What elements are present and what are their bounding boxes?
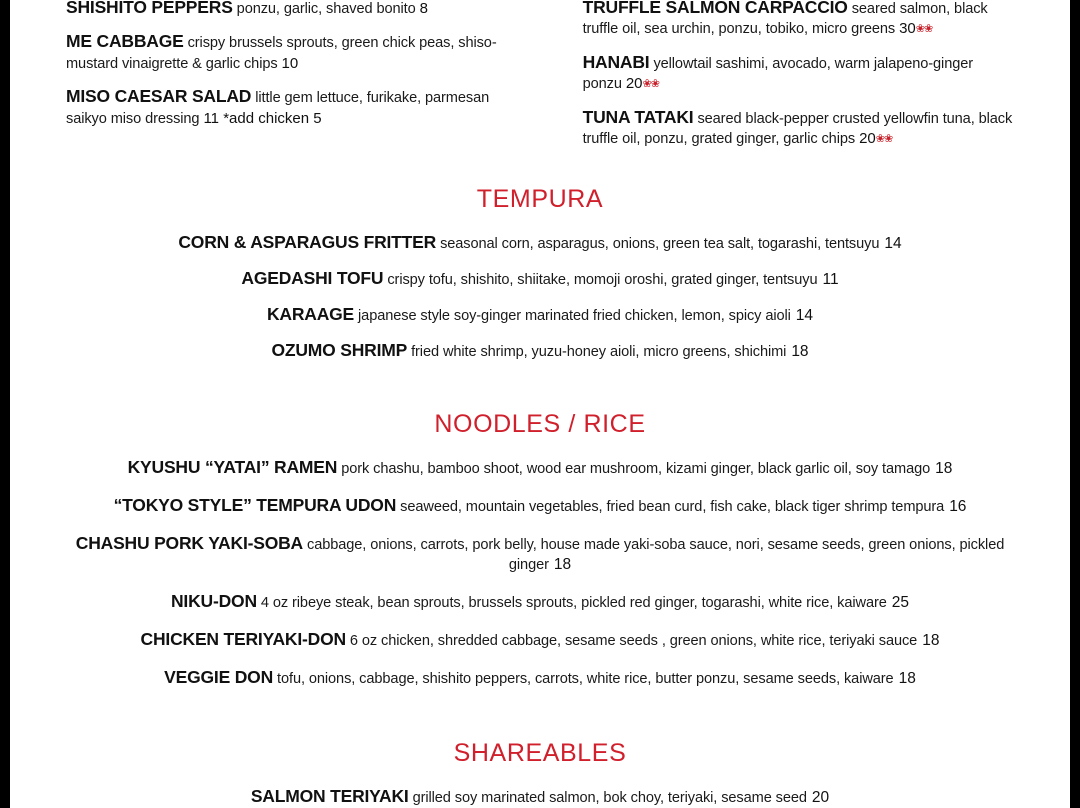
item-description: little gem lettuce, furikake, parmesan saikyo miso dressing [66, 90, 490, 127]
item-name: KARAAGE [266, 303, 355, 324]
item-name: “TOKYO STYLE” TEMPURA UDON [113, 494, 397, 515]
item-description: pork chashu, bamboo shoot, wood ear mushroom, kizami ginger, black garlic oil, soy tamago [341, 460, 931, 477]
item-price: 14 [795, 306, 814, 324]
item-name: CHICKEN TERIYAKI-DON [140, 628, 346, 649]
section-items-shareables [10, 786, 1070, 808]
menu-item [10, 629, 1070, 651]
menu-item [10, 533, 1070, 575]
item-description: crispy tofu, shishito, shiitake, momoji oroshi, grated ginger, tentsuyu [387, 271, 818, 288]
item-description: yellowtail sashimi, avocado, warm jalapeno-ginger ponzu [582, 55, 973, 93]
item-description: tofu, onions, cabbage, shishito peppers, carrots, white rice, butter ponzu, sesame seeds, kaiware [277, 670, 894, 687]
menu-item [583, 51, 1014, 95]
item-name: ME CABBAGE [66, 31, 184, 52]
menu-item [10, 232, 1070, 254]
menu-item [10, 457, 1070, 479]
menu-item [66, 85, 527, 129]
right-column [553, 0, 1014, 161]
menu-item [66, 30, 527, 74]
menu-item [10, 304, 1070, 326]
item-price: 25 [891, 593, 910, 611]
item-description: cabbage, onions, carrots, pork belly, house made yaki-soba sauce, nori, sesame seeds, green onions, pickled ginger [307, 536, 1005, 573]
item-name: MISO CAESAR SALAD [66, 86, 252, 107]
menu-item [10, 495, 1070, 517]
item-price: 18 [935, 459, 953, 477]
item-name: CHASHU PORK YAKI-SOBA [75, 532, 303, 553]
item-price: 11 [822, 270, 839, 288]
section-items-tempura [10, 232, 1070, 362]
item-description: seasonal corn, asparagus, onions, green tea salt, togarashi, tentsuyu [440, 235, 880, 252]
item-price: 20 [625, 75, 643, 93]
item-price: 8 [419, 0, 428, 17]
item-price: 18 [922, 631, 940, 649]
item-description: seared salmon, black truffle oil, sea urchin, ponzu, tobiko, micro greens [582, 1, 988, 38]
item-name: HANABI [582, 51, 650, 72]
section-title-shareables: SHAREABLES [453, 738, 627, 767]
item-price: 18 [898, 669, 916, 687]
section-title-noodles-rice: NOODLES / RICE [434, 409, 646, 438]
menu-item [10, 591, 1070, 613]
menu-content [10, 0, 1070, 808]
item-name: CORN & ASPARAGUS FRITTER [178, 231, 437, 252]
item-name: SHISHITO PEPPERS [66, 0, 233, 17]
item-price: 14 [884, 234, 902, 252]
item-price: 16 [949, 497, 967, 515]
item-name: KYUSHU “YATAI” RAMEN [127, 456, 338, 477]
item-price: 11 *add chicken 5 [203, 109, 322, 127]
item-description: seared black-pepper crusted yellowfin tuna, black truffle oil, ponzu, grated ginger, garlic chips [582, 110, 1013, 148]
item-description: fried white shrimp, yuzu-honey aioli, micro greens, shichimi [411, 343, 787, 360]
item-name: TUNA TATAKI [582, 106, 694, 127]
item-price: 18 [553, 555, 572, 573]
item-name: OZUMO SHRIMP [271, 339, 408, 360]
item-description: 6 oz chicken, shredded cabbage, sesame seeds , green onions, white rice, teriyaki sauce [349, 632, 918, 649]
spicy-icon: ❀❀ [915, 23, 933, 36]
item-name: AGEDASHI TOFU [241, 267, 384, 288]
item-description: 4 oz ribeye steak, bean sprouts, brussels sprouts, pickled red ginger, togarashi, white rice, kaiware [260, 594, 887, 611]
item-price: 20 [859, 130, 876, 148]
item-name: SALMON TERIYAKI [250, 785, 409, 806]
top-two-column-section [10, 0, 1070, 161]
menu-item [10, 340, 1070, 362]
item-price: 20 [811, 788, 830, 806]
item-description: crispy brussels sprouts, green chick peas, shiso-mustard vinaigrette & garlic chips [66, 35, 497, 72]
menu-item [583, 0, 1014, 40]
item-description: ponzu, garlic, shaved bonito [236, 1, 416, 17]
section-items-noodles-rice [10, 457, 1070, 689]
item-price: 10 [281, 54, 299, 72]
item-name: NIKU-DON [170, 590, 257, 611]
item-description: grilled soy marinated salmon, bok choy, teriyaki, sesame seed [412, 789, 807, 806]
item-name: TRUFFLE SALMON CARPACCIO [582, 0, 848, 17]
menu-item [10, 667, 1070, 689]
spicy-icon: ❀❀ [642, 78, 659, 91]
menu-item [66, 0, 527, 19]
section-title-tempura: TEMPURA [476, 184, 604, 213]
item-description: japanese style soy-ginger marinated fried chicken, lemon, spicy aioli [358, 307, 791, 324]
left-column [66, 0, 527, 161]
menu-item [10, 268, 1070, 290]
item-price: 30 [899, 20, 916, 38]
menu-page [10, 0, 1070, 808]
item-description: seaweed, mountain vegetables, fried bean curd, fish cake, black tiger shrimp tempura [400, 498, 945, 515]
menu-item [583, 106, 1014, 150]
item-price: 18 [791, 342, 809, 360]
item-name: VEGGIE DON [164, 666, 274, 687]
menu-item [10, 786, 1070, 808]
spicy-icon: ❀❀ [875, 133, 893, 146]
